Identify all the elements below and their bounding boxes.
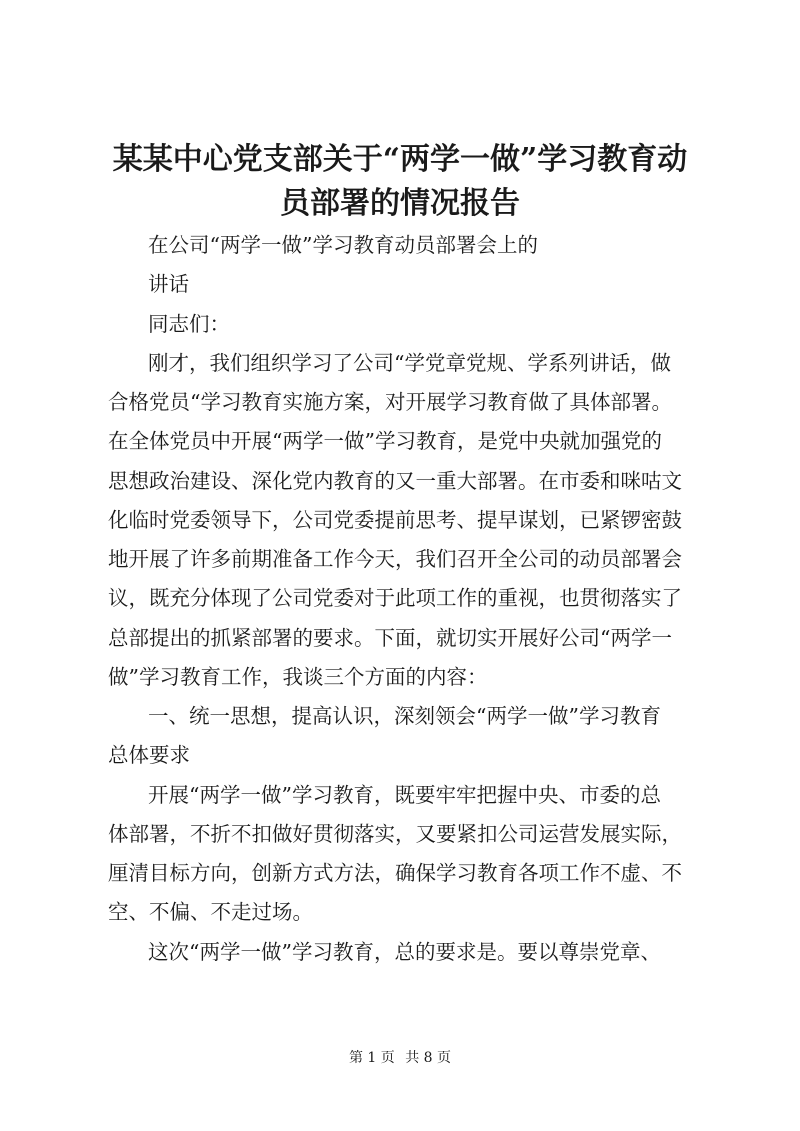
body-line: 地开展了许多前期准备工作今天，我们召开全公司的动员部署会 bbox=[108, 547, 682, 571]
body-line: 空、不偏、不走过场。 bbox=[108, 900, 313, 925]
body-line: 在全体党员中开展“两学一做”学习教育，是党中央就加强党的 bbox=[108, 429, 662, 454]
body-line: 思想政治建设、深化党内教育的又一重大部署。在市委和咪咕文 bbox=[108, 468, 682, 493]
title-line-1: 某某中心党支部关于“两学一做”学习教育动 bbox=[112, 142, 688, 177]
document-title bbox=[100, 138, 700, 226]
page-total: 共 8 页 bbox=[405, 1050, 452, 1066]
body-line: 同志们： bbox=[148, 311, 230, 336]
page-number: 第 1 页 bbox=[348, 1050, 395, 1066]
body-line: 讲话 bbox=[148, 272, 189, 297]
body-line: 体部署，不折不扣做好贯彻落实，又要紧扣公司运营发展实际， bbox=[108, 821, 682, 846]
title-line-2: 员部署的情况报告 bbox=[280, 186, 520, 221]
body-line: 这次“两学一做”学习教育，总的要求是。要以尊崇党章、 bbox=[148, 939, 661, 964]
body-line: 总部提出的抓紧部署的要求。下面，就切实开展好公司“两学一 bbox=[108, 625, 672, 650]
body-line: 合格党员“学习教育实施方案，对开展学习教育做了具体部署。 bbox=[108, 390, 672, 414]
body-line: 议，既充分体现了公司党委对于此项工作的重视，也贯彻落实了 bbox=[108, 586, 682, 611]
page-footer bbox=[0, 1048, 800, 1068]
body-line: 总体要求 bbox=[108, 743, 190, 768]
body-line: 化临时党委领导下，公司党委提前思考、提早谋划，已紧锣密鼓 bbox=[108, 507, 682, 532]
body-line: 做”学习教育工作，我谈三个方面的内容： bbox=[108, 664, 488, 689]
body-line: 厘清目标方向，创新方式方法，确保学习教育各项工作不虚、不 bbox=[108, 861, 682, 885]
body-line: 一、统一思想，提高认识，深刻领会“两学一做”学习教育 bbox=[148, 704, 661, 728]
body-line: 开展“两学一做”学习教育，既要牢牢把握中央、市委的总 bbox=[148, 782, 661, 807]
body-line: 刚才，我们组织学习了公司“学党章党规、学系列讲话，做 bbox=[148, 350, 671, 375]
document-body bbox=[108, 226, 708, 972]
body-line: 在公司“两学一做”学习教育动员部署会上的 bbox=[148, 233, 538, 257]
